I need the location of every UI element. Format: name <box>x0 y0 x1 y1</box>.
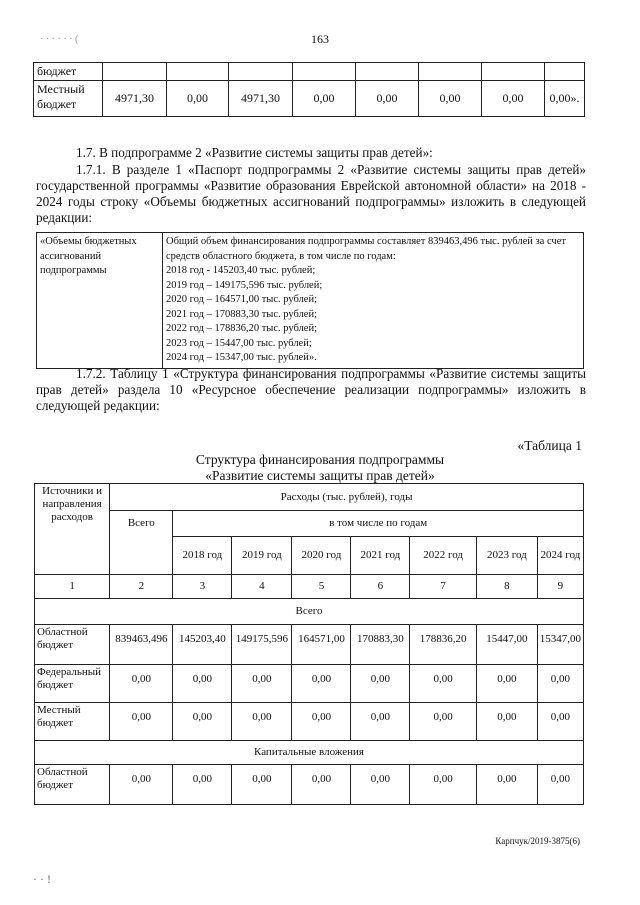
section-row <box>35 599 584 625</box>
table-cell: 0,00 <box>110 703 173 741</box>
table-cell: 0,00 <box>110 765 173 805</box>
table-cell: 0,00 <box>110 665 173 703</box>
table-cell: 149175,596 <box>232 625 292 665</box>
header-expenses: Расходы (тыс. рублей), годы <box>110 484 584 511</box>
table-cell: 15347,00 <box>537 625 583 665</box>
table-cell: 0,00 <box>292 703 351 741</box>
column-number: 3 <box>173 575 232 599</box>
table-row <box>35 765 584 805</box>
allocation-line: 2019 год – 149175,596 тыс. рублей; <box>166 279 323 291</box>
table-cell: 0,00 <box>232 765 292 805</box>
table-cell: 0,00 <box>167 81 229 117</box>
table-cell: 0,00 <box>292 665 351 703</box>
table-cell <box>545 63 585 81</box>
header-by-year: в том числе по годам <box>173 511 584 537</box>
table-cell <box>229 63 293 81</box>
allocation-line: 2021 год – 170883,30 тыс. рублей; <box>166 308 318 320</box>
allocation-line: 2020 год – 164571,00 тыс. рублей; <box>166 294 318 305</box>
table-cell <box>356 63 419 81</box>
table-cell: 145203,40 <box>173 625 232 665</box>
header-year: 2023 год <box>476 537 537 575</box>
header-year: 2022 год <box>410 537 477 575</box>
table-header-row <box>35 511 584 537</box>
row-label: Местный бюджет <box>35 703 110 741</box>
table-cell: 15447,00 <box>476 625 537 665</box>
table-cell <box>167 63 229 81</box>
table-row <box>35 625 584 665</box>
table-cell: 0,00 <box>476 665 537 703</box>
table-label: «Таблица 1 <box>517 438 582 453</box>
column-number: 5 <box>292 575 351 599</box>
table-cell: 178836,20 <box>410 625 477 665</box>
header-year: 2020 год <box>292 537 351 575</box>
table-cell: 170883,30 <box>351 625 410 665</box>
table-cell: 4971,30 <box>229 81 293 117</box>
table-row <box>35 703 584 741</box>
allocation-line: 2022 год – 178836,20 тыс. рублей; <box>166 323 318 334</box>
scan-marks-bottom: · · ! <box>33 872 51 886</box>
table-cell: 0,00 <box>419 81 482 117</box>
table-row <box>34 81 585 117</box>
table-cell <box>103 63 167 81</box>
paragraph-1-7-1: 1.7.1. В разделе 1 «Паспорт подпрограммы 2 «Развитие системы защиты прав детей» государственной программы «Развитие образования Еврейской автономной области» на 2018 - 2024 годы строку «Объемы бюджетных ассигнований подпрограммы» изложить в следующей редакции: <box>36 162 586 225</box>
continuation-table <box>33 62 585 117</box>
table-cell: 0,00 <box>410 765 477 805</box>
table-cell: Местный бюджет <box>34 81 103 117</box>
column-number: 7 <box>410 575 477 599</box>
scan-marks-top: · · · · · · ( <box>40 34 79 45</box>
table-cell: 0,00 <box>537 703 583 741</box>
table-cell: 0,00 <box>537 665 583 703</box>
table-cell: 0,00 <box>351 703 410 741</box>
table-cell <box>419 63 482 81</box>
table-cell: 0,00 <box>232 703 292 741</box>
header-total: Всего <box>110 511 173 575</box>
table-cell: 4971,30 <box>103 81 167 117</box>
allocation-line: 2024 год – 15347,00 тыс. рублей». <box>166 352 317 363</box>
table-cell: 0,00 <box>351 665 410 703</box>
table-cell: 0,00». <box>545 81 585 117</box>
table-cell-content <box>163 233 584 369</box>
table-cell: 0,00 <box>173 703 232 741</box>
allocation-line: 2018 год - 145203,40 тыс. рублей; <box>166 265 316 276</box>
allocation-line: Общий объем финансирования подпрограммы составляет 839463,496 тыс. рублей за счет средств областного бюджета, в том числе по годам: <box>166 236 566 262</box>
table-cell: 0,00 <box>410 703 477 741</box>
table-cell: бюджет <box>34 63 103 81</box>
column-number: 9 <box>537 575 583 599</box>
table-cell: 0,00 <box>356 81 419 117</box>
table-cell: 0,00 <box>476 765 537 805</box>
table-cell: 164571,00 <box>292 625 351 665</box>
budget-allocations-table <box>36 232 584 369</box>
table-title-line-1: Структура финансирования подпрограммы <box>195 452 445 467</box>
header-year: 2019 год <box>232 537 292 575</box>
table-title-line-2: «Развитие системы защиты прав детей» <box>205 468 435 483</box>
section-total: Всего <box>35 599 584 625</box>
paragraph-1-7: 1.7. В подпрограмме 2 «Развитие системы защиты прав детей»: <box>76 145 433 160</box>
table-cell: 0,00 <box>232 665 292 703</box>
table-row <box>34 63 585 81</box>
column-number: 8 <box>476 575 537 599</box>
financing-structure-table <box>34 483 584 805</box>
table-cell: 0,00 <box>293 81 356 117</box>
column-number: 1 <box>35 575 110 599</box>
table-cell: 0,00 <box>351 765 410 805</box>
header-source: Источники и направления расходов <box>35 484 110 575</box>
table-cell <box>482 63 545 81</box>
header-year: 2024 год <box>537 537 583 575</box>
table-row <box>37 233 584 369</box>
table-cell-label: «Объемы бюджетных ассигнований подпрограммы <box>37 233 163 369</box>
row-label: Областной бюджет <box>35 765 110 805</box>
section-capital: Капитальные вложения <box>35 741 584 765</box>
paragraph-1-7-2: 1.7.2. Таблицу 1 «Структура финансирования подпрограммы «Развитие системы защиты прав детей» раздела 10 «Ресурсное обеспечение реализации подпрограммы» изложить в следующей редакции: <box>36 366 586 413</box>
table-cell: 0,00 <box>476 703 537 741</box>
section-row <box>35 741 584 765</box>
allocation-line: 2023 год – 15447,00 тыс. рублей; <box>166 337 312 349</box>
row-label: Областной бюджет <box>35 625 110 665</box>
header-year: 2021 год <box>351 537 410 575</box>
table-row <box>35 665 584 703</box>
table-cell <box>293 63 356 81</box>
column-number: 6 <box>351 575 410 599</box>
header-year: 2018 год <box>173 537 232 575</box>
table-cell: 0,00 <box>410 665 477 703</box>
document-code: Карпчук/2019-3875(6) <box>495 836 580 846</box>
table-cell: 0,00 <box>482 81 545 117</box>
table-cell: 839463,496 <box>110 625 173 665</box>
table-cell: 0,00 <box>292 765 351 805</box>
table-cell: 0,00 <box>173 765 232 805</box>
table-cell: 0,00 <box>537 765 583 805</box>
column-number: 2 <box>110 575 173 599</box>
column-number: 4 <box>232 575 292 599</box>
row-label: Федеральный бюджет <box>35 665 110 703</box>
table-header-row <box>35 484 584 511</box>
table-cell: 0,00 <box>173 665 232 703</box>
page-number: 163 <box>311 32 329 46</box>
column-number-row <box>35 575 584 599</box>
